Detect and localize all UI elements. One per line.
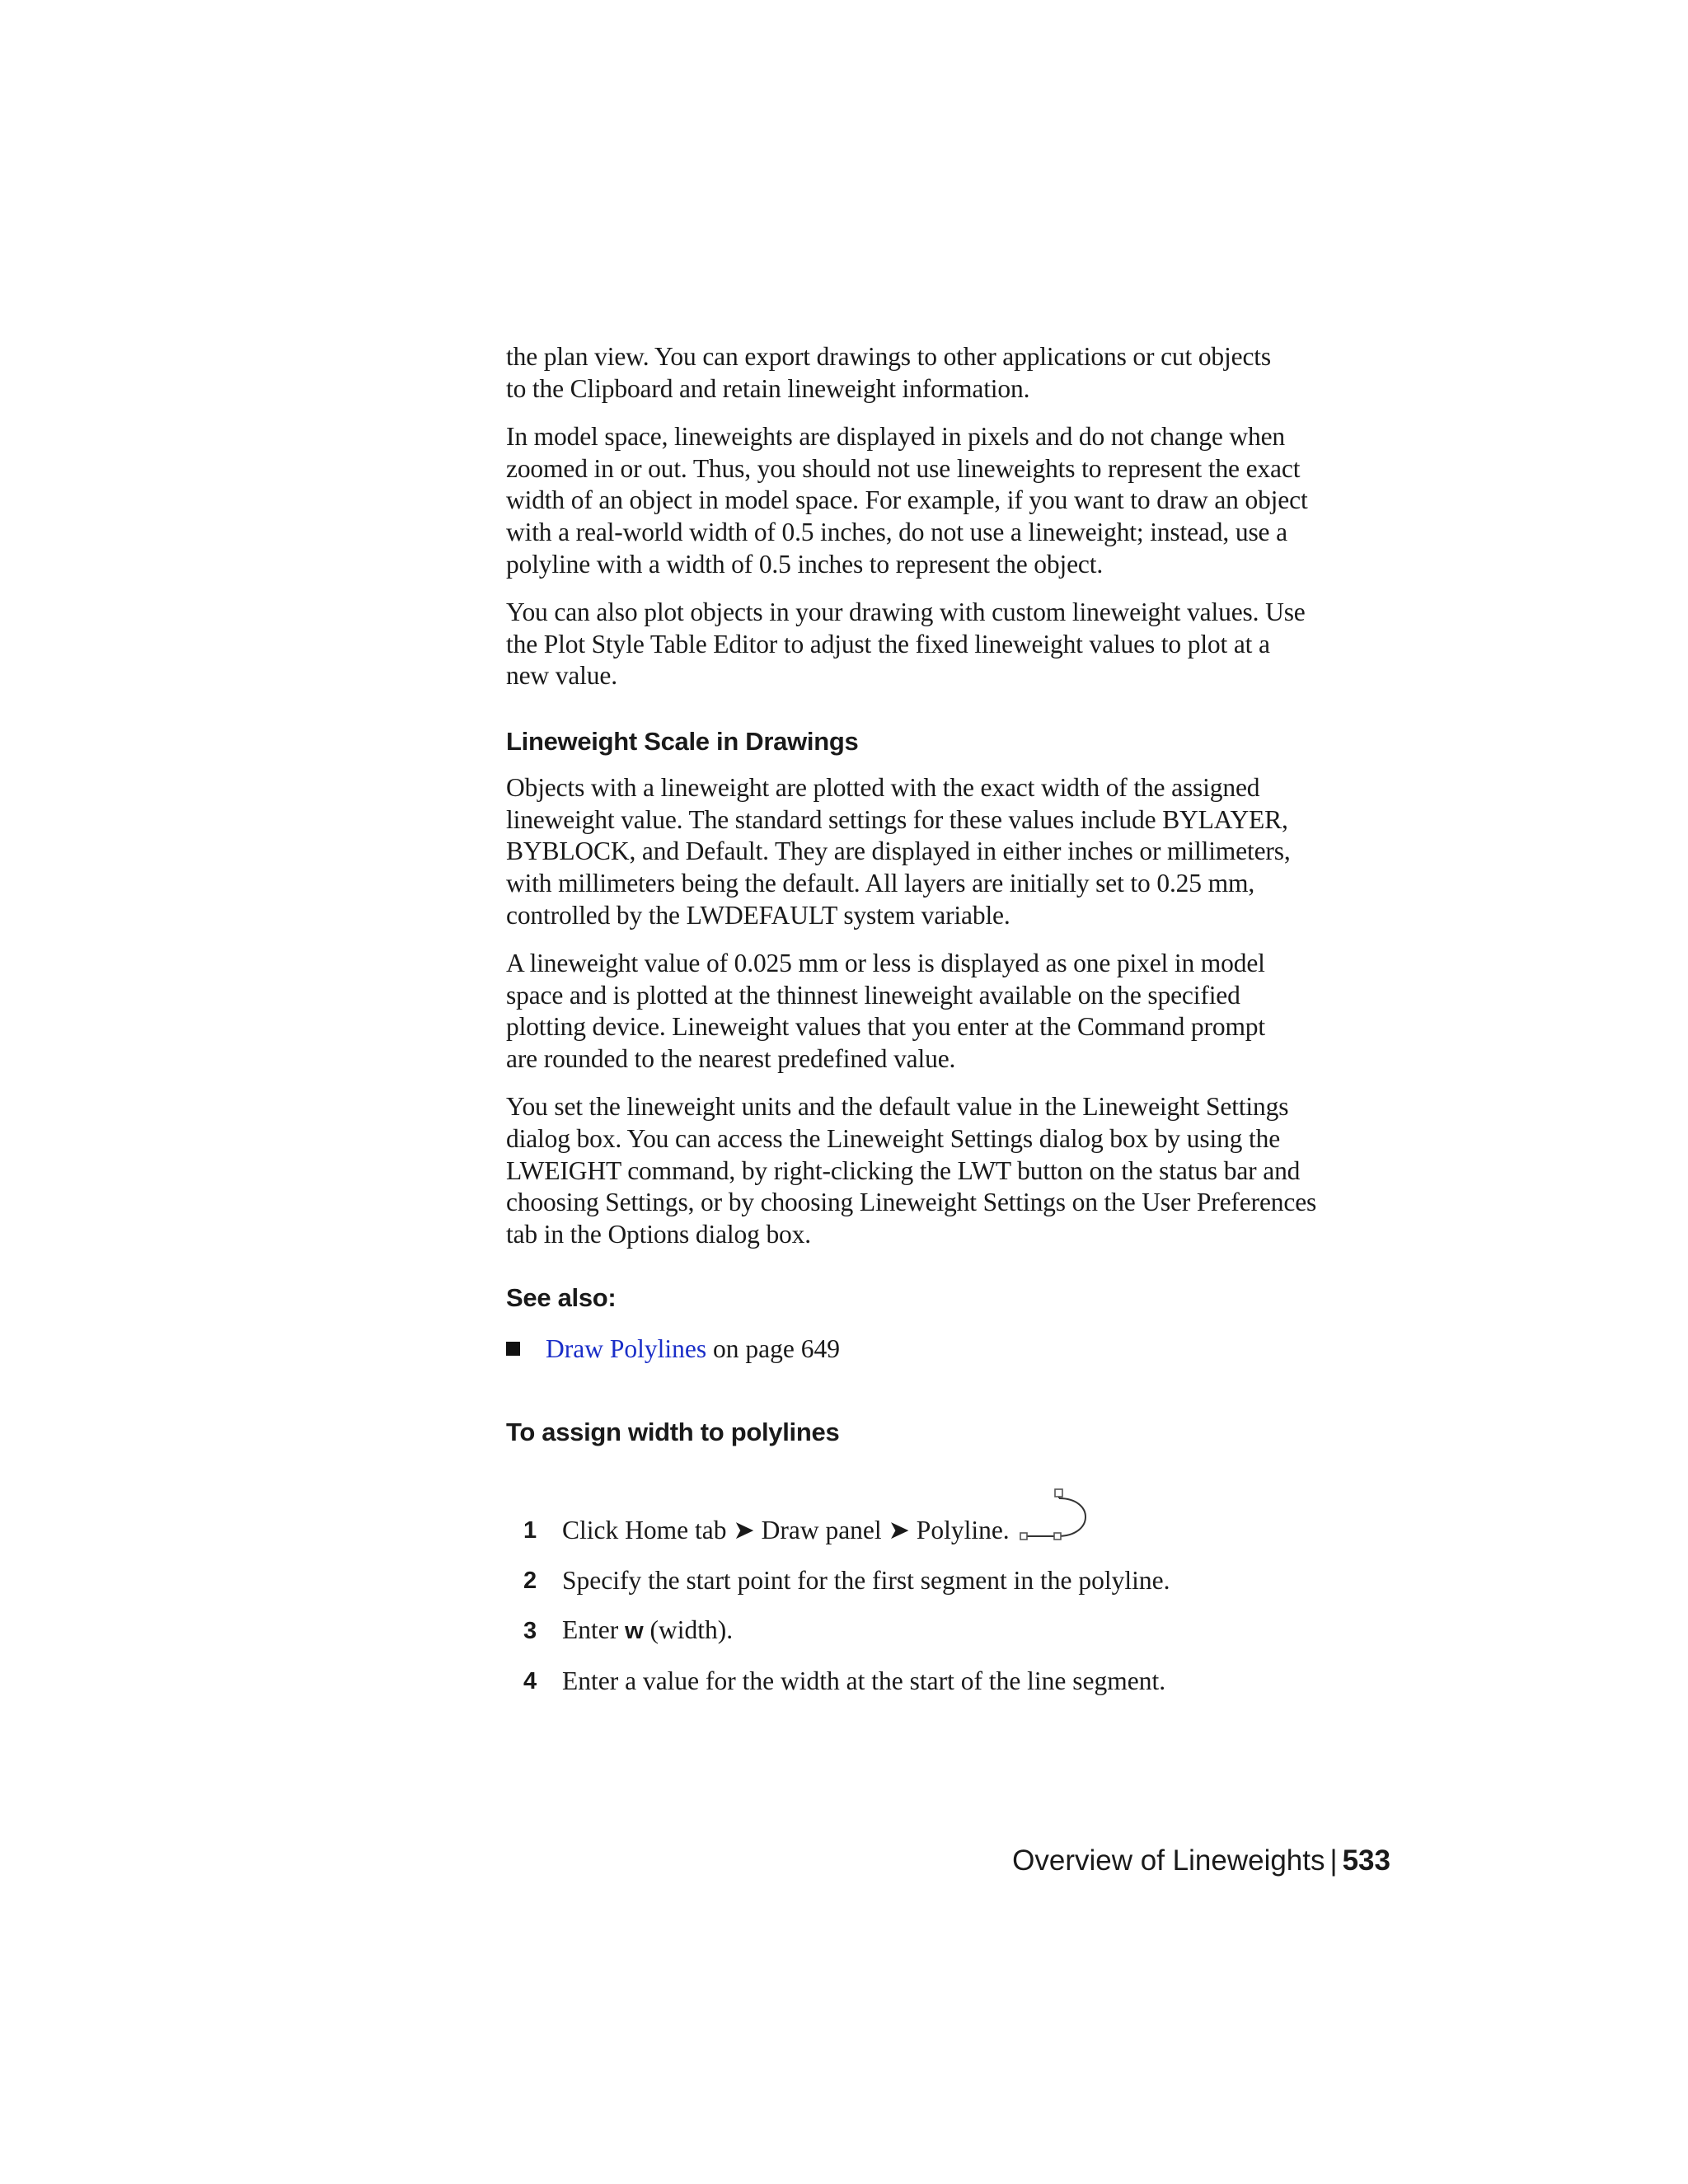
step-number: 3 xyxy=(523,1617,537,1644)
step-number: 1 xyxy=(523,1516,537,1544)
lineweight-paragraph-2 xyxy=(506,948,1396,1076)
text-line: zoomed in or out. Thus, you should not use lineweights to represent the exact xyxy=(506,453,1301,483)
procedure-step xyxy=(506,1647,1396,1697)
square-bullet-icon xyxy=(506,1342,520,1356)
text-line: BYBLOCK, and Default. They are displayed in either inches or millimeters, xyxy=(506,837,1291,866)
step-keyword: w xyxy=(625,1617,644,1644)
text-line: tab in the Options dialog box. xyxy=(506,1220,811,1249)
custom-lineweight-paragraph xyxy=(506,597,1396,692)
lineweight-paragraph-1 xyxy=(506,772,1396,932)
text-line: choosing Settings, or by choosing Lineweight Settings on the User Preferences xyxy=(506,1188,1317,1217)
text-line: polyline with a width of 0.5 inches to represent the object. xyxy=(506,549,1104,579)
page-reference: on page 649 xyxy=(706,1333,840,1363)
procedure-step xyxy=(506,1479,1396,1546)
footer-section-title: Overview of Lineweights xyxy=(1012,1844,1325,1877)
procedure-step xyxy=(506,1546,1396,1596)
lineweight-paragraph-3 xyxy=(506,1091,1396,1251)
procedure-step xyxy=(506,1596,1396,1647)
step-text: Specify the start point for the first segment in the polyline. xyxy=(562,1565,1170,1595)
step-number: 2 xyxy=(523,1567,537,1594)
text-line: LWEIGHT command, by right-clicking the LWT button on the status bar and xyxy=(506,1155,1301,1185)
text-line: are rounded to the nearest predefined value. xyxy=(506,1044,956,1074)
text-line: lineweight value. The standard settings for these values include BYLAYER, xyxy=(506,804,1288,834)
model-space-paragraph xyxy=(506,421,1396,581)
text-line: new value. xyxy=(506,661,617,691)
step-number: 4 xyxy=(523,1667,537,1694)
text-line: to the Clipboard and retain lineweight information. xyxy=(506,373,1030,403)
text-line: the Plot Style Table Editor to adjust the fixed lineweight values to plot at a xyxy=(506,629,1270,658)
page-footer xyxy=(1012,1844,1390,1877)
footer-separator: | xyxy=(1329,1844,1338,1877)
polyline-icon xyxy=(1016,1488,1092,1543)
step-text-before: Enter xyxy=(562,1615,626,1644)
step-text xyxy=(562,1615,733,1647)
step-text: Enter a value for the width at the start of the line segment. xyxy=(562,1666,1166,1695)
text-line: In model space, lineweights are displayed in pixels and do not change when xyxy=(506,421,1286,451)
text-line: width of an object in model space. For example, if you want to draw an object xyxy=(506,485,1308,515)
step-text-after: (width). xyxy=(643,1615,734,1644)
section-heading-lineweight-scale: Lineweight Scale in Drawings xyxy=(506,727,859,757)
text-line: with a real-world width of 0.5 inches, do not use a lineweight; instead, use a xyxy=(506,518,1287,547)
text-line: with millimeters being the default. All layers are initially set to 0.25 mm, xyxy=(506,869,1255,898)
procedure-steps xyxy=(506,1479,1396,1697)
see-also-heading: See also: xyxy=(506,1282,617,1312)
text-line: dialog box. You can access the Lineweight Settings dialog box by using the xyxy=(506,1124,1281,1154)
text-line: the plan view. You can export drawings to other applications or cut objects xyxy=(506,342,1271,371)
page-number: 533 xyxy=(1342,1844,1390,1877)
intro-paragraph xyxy=(506,341,1396,405)
text-line: space and is plotted at the thinnest lineweight available on the specified xyxy=(506,980,1240,1010)
draw-polylines-link[interactable]: Draw Polylines xyxy=(546,1333,707,1363)
text-line: plotting device. Lineweight values that you enter at the Command prompt xyxy=(506,1012,1265,1042)
text-line: You set the lineweight units and the default value in the Lineweight Settings xyxy=(506,1092,1289,1122)
step-text: Click Home tab ➤ Draw panel ➤ Polyline. xyxy=(562,1515,1010,1544)
text-line: controlled by the LWDEFAULT system variable. xyxy=(506,900,1010,930)
page-content xyxy=(506,341,1396,1697)
text-line: Objects with a lineweight are plotted with the exact width of the assigned xyxy=(506,773,1260,803)
see-also-item xyxy=(506,1333,1396,1365)
text-line: You can also plot objects in your drawing with custom lineweight values. Use xyxy=(506,597,1306,626)
procedure-heading: To assign width to polylines xyxy=(506,1417,840,1446)
text-line: A lineweight value of 0.025 mm or less is displayed as one pixel in model xyxy=(506,949,1265,978)
